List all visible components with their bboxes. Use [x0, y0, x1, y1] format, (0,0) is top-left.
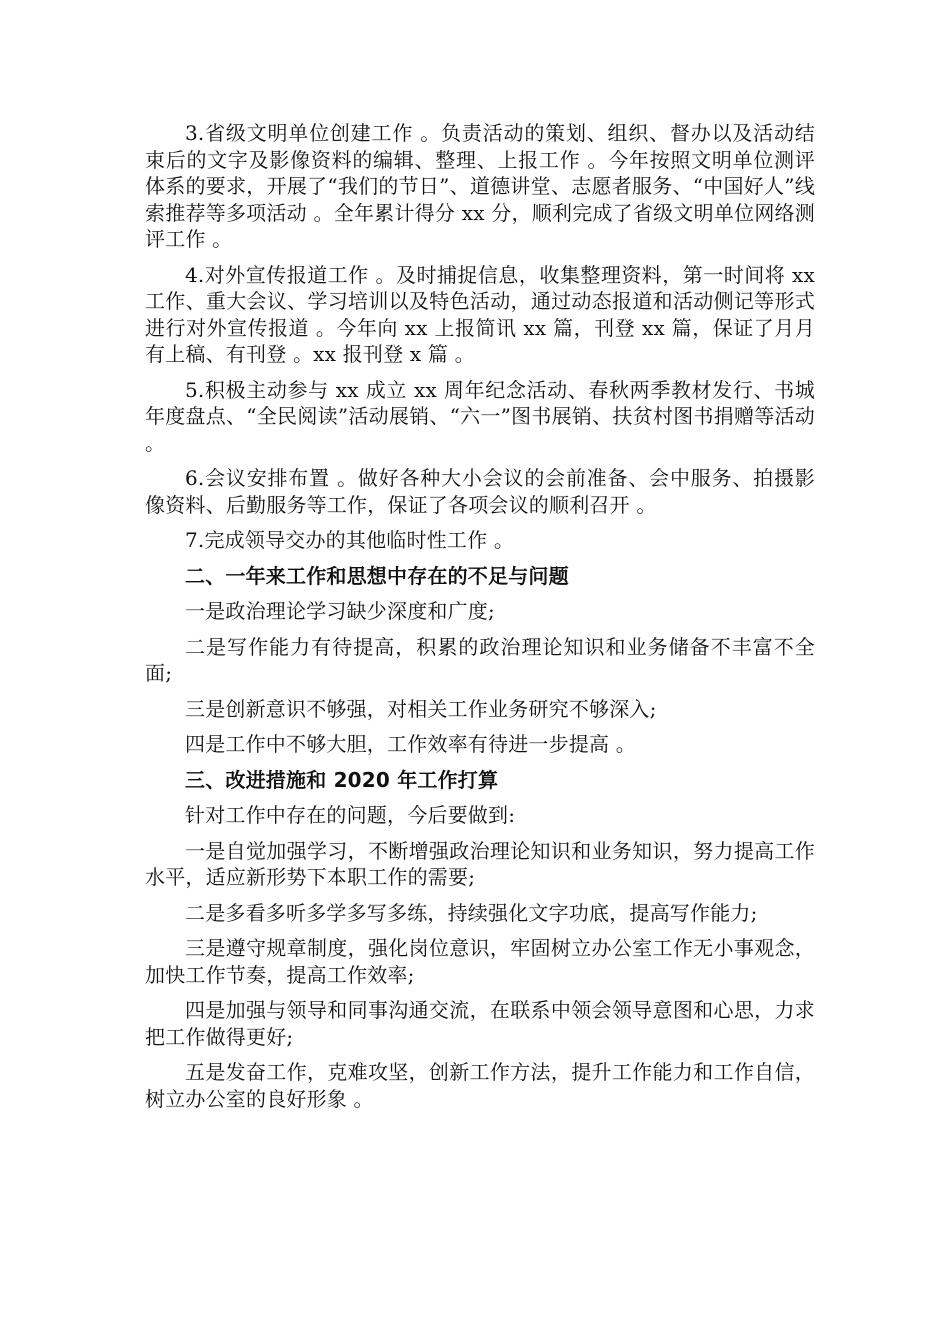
- plan-item-1: 一是自觉加强学习，不断增强政治理论知识和业务知识，努力提高工作水平，适应新形势下本职工作的需要;: [145, 838, 815, 889]
- paragraph-item-5: 5.积极主动参与 xx 成立 xx 周年纪念活动、春秋两季教材发行、书城年度盘点、“全民阅读”活动展销、“六一”图书展销、扶贫村图书捐赠等活动 。: [145, 377, 815, 455]
- plan-item-3: 三是遵守规章制度，强化岗位意识，牢固树立办公室工作无小事观念，加快工作节奏，提高工作效率;: [145, 936, 815, 987]
- plan-item-5: 五是发奋工作，克难攻坚，创新工作方法，提升工作能力和工作自信，树立办公室的良好形象 。: [145, 1060, 815, 1111]
- document-page: [145, 120, 815, 1121]
- section-heading-plans: 三、改进措施和 2020 年工作打算: [185, 767, 499, 792]
- problem-item-1: 一是政治理论学习缺少深度和广度;: [185, 599, 495, 623]
- paragraph-item-7: 7.完成领导交办的其他临时性工作 。: [185, 528, 515, 552]
- paragraph-item-3: 3.省级文明单位创建工作 。负责活动的策划、组织、督办以及活动结束后的文字及影像资料的编辑、整理、上报工作 。今年按照文明单位测评体系的要求，开展了“我们的节日”、道德讲堂、志愿者服务、“中国好人”线索推荐等多项活动 。全年累计得分 xx 分，顺利完成了省级文明单位网络测评工作 。: [145, 121, 815, 251]
- problem-item-3: 三是创新意识不够强，对相关工作业务研究不够深入;: [185, 696, 657, 721]
- plans-intro: 针对工作中存在的问题，今后要做到:: [185, 803, 516, 827]
- plan-item-4: 四是加强与领导和同事沟通交流，在联系中领会领导意图和心思，力求把工作做得更好;: [145, 998, 815, 1049]
- problem-item-2: 二是写作能力有待提高，积累的政治理论知识和业务储备不丰富不全面;: [145, 634, 815, 685]
- paragraph-item-4: 4.对外宣传报道工作 。及时捕捉信息，收集整理资料，第一时间将 xx 工作、重大会议、学习培训以及特色活动，通过动态报道和活动侧记等形式进行对外宣传报道 。今年向 xx 上报简讯 xx 篇，刊登 xx 篇，保证了月月有上稿、有刊登 。xx 报刊登 x 篇 。: [145, 262, 815, 366]
- section-heading-problems: 二、一年来工作和思想中存在的不足与问题: [185, 563, 569, 588]
- plan-item-2: 二是多看多听多学多写多练，持续强化文字功底，提高写作能力;: [185, 900, 758, 925]
- paragraph-item-6: 6.会议安排布置 。做好各种大小会议的会前准备、会中服务、拍摄影像资料、后勤服务等工作，保证了各项会议的顺利召开 。: [145, 466, 815, 517]
- problem-item-4: 四是工作中不够大胆，工作效率有待进一步提高 。: [185, 732, 636, 756]
